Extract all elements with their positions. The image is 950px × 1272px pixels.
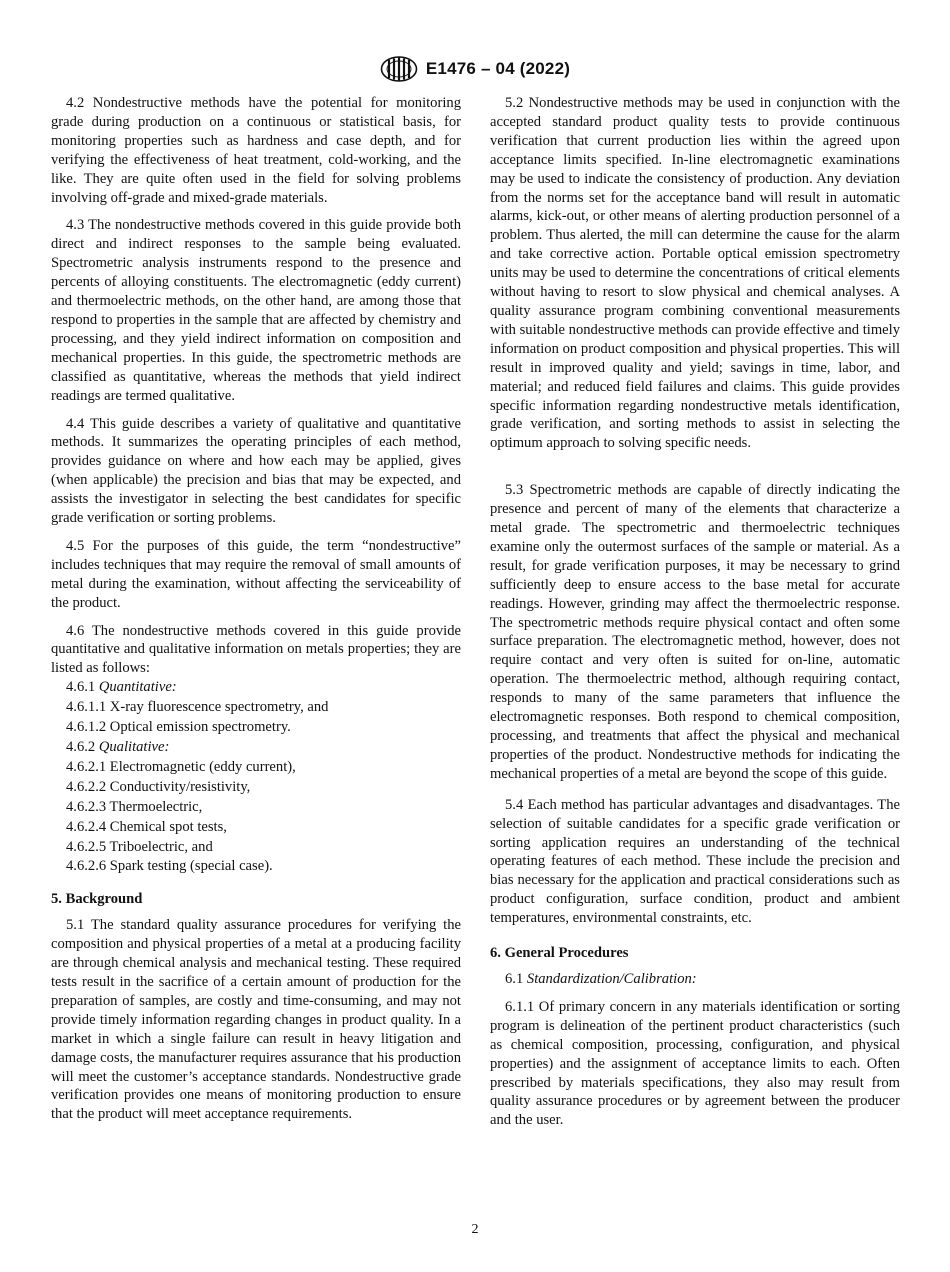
- list-item: [51, 678, 461, 697]
- section-heading-background: 5. Background: [51, 891, 143, 908]
- standard-designation: E1476 – 04 (2022): [425, 59, 571, 78]
- list-item-number: 4.6.2.1: [66, 758, 107, 775]
- left-column: [51, 94, 461, 1133]
- page-header: [0, 56, 950, 82]
- list-item-number: 4.6.2.4: [66, 818, 107, 835]
- list-item: [51, 857, 461, 876]
- list-item-number: 4.6.2.6: [66, 858, 107, 875]
- paragraph-6-1: [490, 970, 900, 989]
- list-item: [51, 798, 461, 817]
- list-item-text: Thermoelectric,: [109, 798, 203, 815]
- list-item-text: Conductivity/resistivity,: [109, 778, 251, 795]
- list-item: [51, 758, 461, 777]
- list-item-number: 4.6.2.3: [66, 798, 107, 815]
- list-item-text: Electromagnetic (eddy current),: [109, 758, 296, 775]
- list-item: [51, 698, 461, 717]
- list-item: [51, 738, 461, 757]
- list-item-text: Spark testing (special case).: [109, 858, 273, 875]
- list-item-text: Qualitative:: [98, 739, 170, 755]
- list-item-text: Quantitative:: [98, 679, 177, 696]
- list-item-text: Optical emission spectrometry.: [109, 719, 291, 736]
- paragraph-5-2: 5.2 Nondestructive methods may be used in conjunction with the accepted standard product quality tests to provide continuous verification that current production lies within the agreed upon acceptance limits specified. In-line electromagnetic examinations may be used to indicate the consistency of production. Any deviation from the norms set for the acceptance band will result in automatic alarms, kick-out, or other means of alerting production personnel of a problem. Thus alerted, the mill can determine the cause for the alarm and take corrective action. Portable optical emission spectrometry units may be used to determine the concentrations of critical elements without having to resort to slow physical and chemical analyses. A quality assurance program combining conventional measurements with suitable nondestructive methods can provide effective and timely information on product composition and physical properties. This will result in improved quality and yield; savings in time, labor, and material; and reduced field failures and claims. This guide provides specific information regarding nondestructive metals identification, grade verification, and sorting methods to assist in selecting the optimum approach to solving specific needs.: [490, 95, 900, 452]
- list-item-text: Chemical spot tests,: [109, 818, 227, 835]
- paragraph-4-5: 4.5 For the purposes of this guide, the term “nondestructive” includes techniques that may require the removal of small amounts of metal during the examination, without affecting the serviceability of the product.: [51, 537, 461, 611]
- page-number: 2: [471, 1222, 479, 1237]
- list-item: [51, 838, 461, 857]
- list-item-text: X-ray fluorescence spectrometry, and: [109, 699, 329, 716]
- list-item: [51, 818, 461, 837]
- list-item-number: 4.6.2.2: [66, 778, 107, 795]
- paragraph-4-3: 4.3 The nondestructive methods covered in this guide provide both direct and indirect responses to the sample being evaluated. Spectrometric analysis instruments respond to the presence and percents of alloying constituents. The electromagnetic (eddy current) and thermoelectric methods, on the other hand, are among those that respond to properties in the sample that are affected by chemistry and processing, and they yield indirect information on composition and mechanical properties. In this guide, the spectrometric methods are classified as quantitative, whereas the methods that yield indirect readings are termed qualitative.: [51, 217, 461, 404]
- list-item: [51, 718, 461, 737]
- list-item-number: 4.6.2.5: [66, 838, 107, 855]
- list-item-text: Triboelectric, and: [109, 838, 213, 855]
- list-item-number: 4.6.1.1: [66, 699, 107, 716]
- list-item-number: 4.6.1.2: [66, 719, 107, 736]
- paragraph-5-4: 5.4 Each method has particular advantages and disadvantages. The selection of suitable candidates for a specific grade verification or sorting application requires an understanding of the technical operating features of each method. These include the precision and bias necessary for the application and practical considerations such as product configuration, surface condition, product and ambient temperatures, environmental constraints, etc.: [490, 796, 900, 927]
- paragraph-4-6: 4.6 The nondestructive methods covered in this guide provide quantitative and qualitative information on metals properties; they are listed as follows:: [51, 622, 461, 677]
- subsection-number: 6.1: [505, 970, 524, 987]
- list-item-number: 4.6.1: [66, 679, 96, 696]
- astm-logo-icon: [380, 56, 418, 82]
- paragraph-4-4: 4.4 This guide describes a variety of qualitative and quantitative methods. It summarizes the operating principles of each method, provides guidance on where and how each may be applied, gives (when applicable) the precision and bias that may be expected, and assists the investigator in selecting the best candidates for specific grade verification or sorting problems.: [51, 415, 461, 527]
- paragraph-4-2: 4.2 Nondestructive methods have the potential for monitoring grade during production on a continuous or statistical basis, for monitoring properties such as hardness and case depth, and for verifying the effectiveness of heat treatment, cold-working, and the like. They are quite often used in the field for solving problems involving off-grade and mixed-grade materials.: [51, 95, 461, 206]
- paragraph-5-3: 5.3 Spectrometric methods are capable of directly indicating the presence and percent of many of the elements that characterize a metal grade. The spectrometric and thermoelectric techniques examine only the outermost surfaces of the sample or material. As a result, for grade verification purposes, it may be necessary to grind sufficiently deep to ensure access to the base metal for accurate readings. However, grinding may affect the thermoelectric response. The spectrometric methods require physical contact and often some surface preparation. The electromagnetic method, however, does not require contact and very often is suited for on-line, automatic operation. The thermoelectric method, although requiring contact, responds to many of the same parameters that influence the electromagnetic responses. Both respond to chemical composition, processing, and treatments that affect the physical and mechanical properties of the product. Nondestructive methods for indicating the mechanical properties of a metal are beyond the scope of this guide.: [490, 482, 900, 782]
- right-column: [490, 94, 900, 1139]
- subsection-title: Standardization/Calibration:: [526, 970, 697, 987]
- list-item: [51, 778, 461, 797]
- paragraph-5-1: 5.1 The standard quality assurance procedures for verifying the composition and physical properties of a metal at a producing facility are through chemical analysis and mechanical testing. These required tests result in the sacrifice of a certain amount of production for the preparation of samples, are costly and time-consuming, and may not provide timely information regarding changes in product quality. In a market in which a single failure can result in heavy litigation and damage costs, the manufacturer requires assurance that his production will meet the customer’s acceptance standards. Nondestructive grade verification provides one means of monitoring production to ensure that the product will meet acceptance requirements.: [51, 917, 461, 1123]
- list-item-number: 4.6.2: [66, 739, 96, 755]
- section-heading-general-procedures: 6. General Procedures: [490, 945, 629, 962]
- paragraph-6-1-1: 6.1.1 Of primary concern in any materials identification or sorting program is delineation of the pertinent product characteristics (such as chemical composition, processing, configuration, and physical properties) and the assignment of acceptance limits to each. Often prescribed by materials specifications, they also may result from quality assurance procedures or by agreement between the producer and the user.: [490, 998, 900, 1129]
